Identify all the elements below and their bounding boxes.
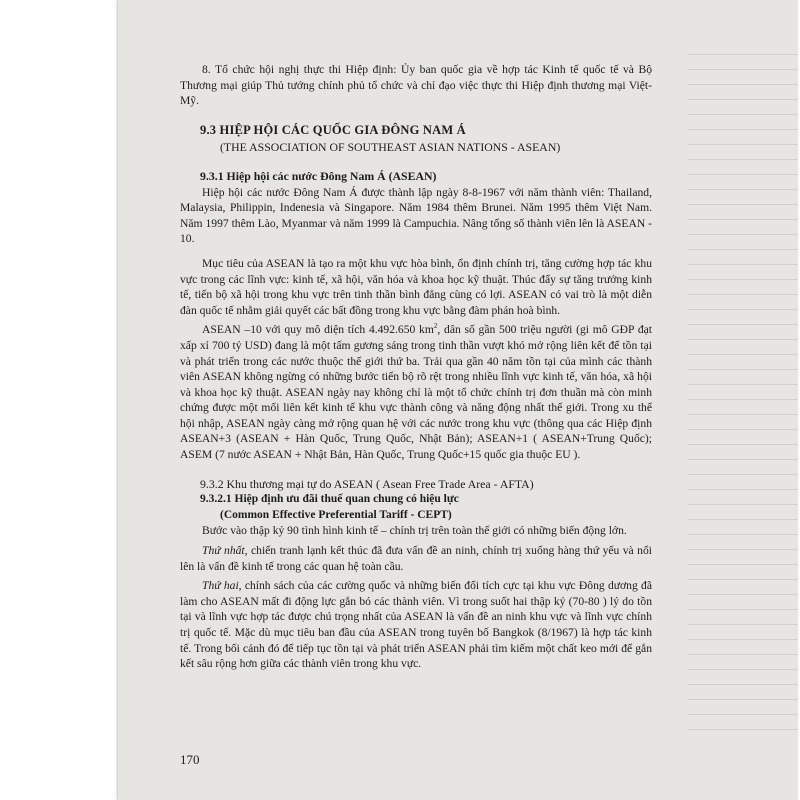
book-page xyxy=(118,0,798,800)
paragraph-asean-goals: Mục tiêu của ASEAN là tạo ra một khu vực hòa bình, ổn định chính trị, tăng cường hợp tác khu vực trong các lĩnh vực: kinh tế, xã hội, văn hóa và khoa học kỹ thuật. Thúc đẩy sự tăng trưởng kinh tế, tiến bộ xã hội trong khu vực trên tinh thần bình đẳng cùng có lợi. ASEAN có vai trò là một diễn đàn quốc tế nhằm giải quyết các bất đồng trong khu vực bằng đàm phán hoà bình. xyxy=(180,256,652,317)
subsection-heading-9-3-2-1: 9.3.2.1 Hiệp định ưu đãi thuế quan chung có hiệu lực xyxy=(200,493,459,506)
paragraph-first: Thứ nhất, chiến tranh lạnh kết thúc đã đưa vấn đề an ninh, chính trị xuống hàng thứ yếu và nổi lên là vấn đề kinh tế trong các quan hệ toàn cầu. xyxy=(180,544,652,573)
section-heading-9-3: 9.3 HIỆP HỘI CÁC QUỐC GIA ĐÔNG NAM Á xyxy=(200,122,466,137)
paragraph-asean-founding: Hiệp hội các nước Đông Nam Á được thành lập ngày 8-8-1967 với năm thành viên: Thailand, Malaysia, Philippin, Indenesia và Singapore. Năm 1984 thêm Brunei. Năm 1995 thêm Việt Nam. Năm 1997 thêm Lào, Myanmar và năm 1999 là Campuchia. Nâng tổng số thành viên lên là ASEAN - 10. xyxy=(180,185,652,246)
page-content xyxy=(180,62,652,672)
section-heading-9-3-english: (THE ASSOCIATION OF SOUTHEAST ASIAN NATIONS - ASEAN) xyxy=(220,140,561,155)
paragraph-second: Thứ hai, chính sách của các cường quốc và những biến đổi tích cực tại khu vực Đông dương đã làm cho ASEAN mất đi động lực gắn bó các thành viên. Vì trong suốt hai thập kỷ (70-80 ) lý do tồn tại và lĩnh vực hợp tác được chú trọng nhất của ASEAN là vấn đề an ninh khu vực và lĩnh vực chính trị quốc tế. Mặc dù mục tiêu ban đầu của ASEAN trong tuyên bố Bangkok (8/1967) là hợp tác kinh tế. Trong bối cảnh đó để tiếp tục tồn tại và phát triển ASEAN phải tìm kiếm một chất keo mới để gắn kết sâu rộng hơn giữa các thành viên trong khu vực. xyxy=(180,579,652,671)
subsection-heading-9-3-2: 9.3.2 Khu thương mại tự do ASEAN ( Asean Free Trade Area - AFTA) xyxy=(200,476,534,491)
paragraph-decade-90: Bước vào thập kỷ 90 tình hình kinh tế – chính trị trên toàn thế giới có những biến động lớn. xyxy=(202,524,627,538)
page-number: 170 xyxy=(180,752,200,767)
bleed-through-text xyxy=(688,40,798,740)
paragraph-8: 8. Tổ chức hội nghị thực thi Hiệp định: Ủy ban quốc gia về hợp tác Kinh tế quốc tế và Bộ Thương mại giúp Thủ tướng chính phủ tổ chức và chỉ đạo việc thực thi Hiệp định thương mại Việt-Mỹ. xyxy=(180,63,652,108)
subsection-heading-9-3-1: 9.3.1 Hiệp hội các nước Đông Nam Á (ASEAN) xyxy=(200,168,437,183)
paragraph-asean-10: ASEAN –10 với quy mô diện tích 4.492.650 $km^2$, dân số gần 500 triệu người (gi mô GĐP đạt xấp xỉ 700 tỷ USD) đang là một tấm gương sáng trong tinh thần vượt khó mở rộng liên kết để tồn tại và phát triển trong các nước thuộc thế giới thứ ba. Trải qua gần 40 năm tồn tại của mình các thành viên ASEAN không ngừng có những bước tiến bộ rõ rệt trong nhiều lĩnh vực kinh tế, văn hóa, xã hội và khoa học kỹ thuật. ASEAN ngày nay không chỉ là một tổ chức chính trị đơn thuần mà còn minh chứng được một mối liên kết kinh tế khu vực thành công và năng động nhất thế giới. Trong xu thế hội nhập, ASEAN ngày càng mở rộng quan hệ với các nước trong khu vực (thông qua các Hiệp định ASEAN+3 (ASEAN + Hàn Quốc, Trung Quốc, Nhật Bản); ASEAN+1 ( ASEAN+Trung Quốc); ASEM (7 nước ASEAN + Nhật Bản, Hàn Quốc, Trung Quốc+15 quốc gia thuộc EU ). xyxy=(180,322,652,462)
subsection-heading-9-3-2-1-english: (Common Effective Preferential Tariff - CEPT) xyxy=(220,508,452,521)
